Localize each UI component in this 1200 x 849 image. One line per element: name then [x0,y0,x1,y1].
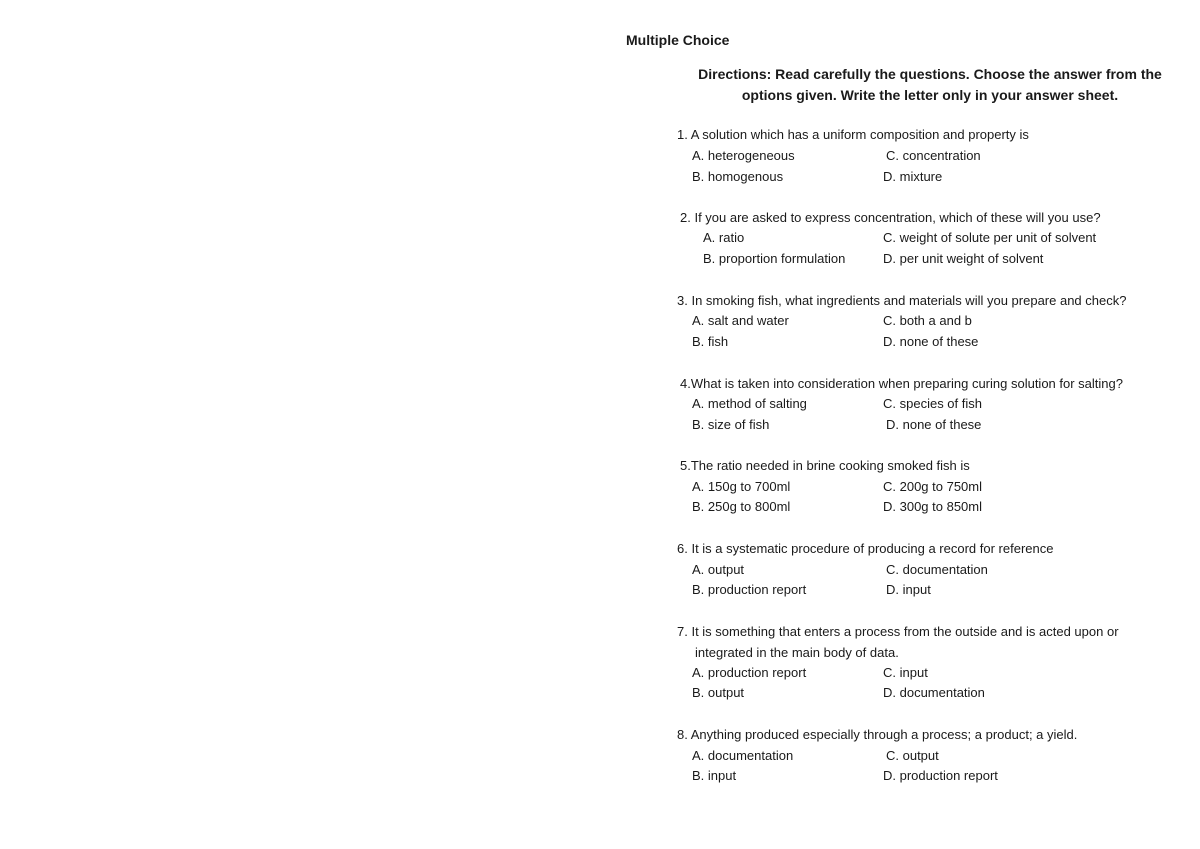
question-stem: 7. It is something that enters a process from the outside and is acted upon or [677,624,1119,639]
option-c: C. output [886,748,939,763]
option-d: D. production report [883,768,998,783]
question-stem: 5.The ratio needed in brine cooking smoked fish is [680,458,970,473]
option-c: C. both a and b [883,313,972,328]
option-b: B. output [692,685,745,700]
question-stem: 6. It is a systematic procedure of producing a record for reference [677,541,1054,556]
option-d: D. none of these [886,417,982,432]
option-a: A. output [692,562,745,577]
option-d: D. mixture [883,169,943,184]
option-b: B. size of fish [692,417,770,432]
option-d: D. documentation [883,685,985,700]
option-c: C. species of fish [883,396,982,411]
option-a: A. salt and water [692,313,789,328]
option-c: C. concentration [886,148,981,163]
option-a: A. 150g to 700ml [692,479,791,494]
question-stem: 3. In smoking fish, what ingredients and materials will you prepare and check? [677,293,1127,308]
option-d: D. 300g to 850ml [883,499,983,514]
question-stem-continued: integrated in the main body of data. [695,645,899,660]
option-a: A. ratio [703,230,745,245]
option-d: D. per unit weight of solvent [883,251,1044,266]
option-b: B. fish [692,334,729,349]
question-stem: 2. If you are asked to express concentration, which of these will you use? [680,210,1101,225]
option-c: C. 200g to 750ml [883,479,983,494]
option-a: A. documentation [692,748,794,763]
question-stem: 8. Anything produced especially through a process; a product; a yield. [677,727,1078,742]
option-b: B. 250g to 800ml [692,499,791,514]
directions-text: Directions: Read carefully the questions. Choose the answer from the options given. Write the letter only in your answer sheet. [698,66,1162,103]
option-a: A. method of salting [692,396,807,411]
option-b: B. homogenous [692,169,784,184]
option-c: C. input [883,665,928,680]
option-a: A. heterogeneous [692,148,795,163]
option-c: C. weight of solute per unit of solvent [883,230,1097,245]
option-b: B. input [692,768,737,783]
option-c: C. documentation [886,562,988,577]
question-stem: 1. A solution which has a uniform composition and property is [677,127,1029,142]
option-b: B. production report [692,582,807,597]
option-a: A. production report [692,665,807,680]
option-b: B. proportion formulation [703,251,846,266]
option-d: D. input [886,582,931,597]
option-d: D. none of these [883,334,979,349]
section-heading: Multiple Choice [626,32,730,48]
question-stem: 4.What is taken into consideration when preparing curing solution for salting? [680,376,1123,391]
